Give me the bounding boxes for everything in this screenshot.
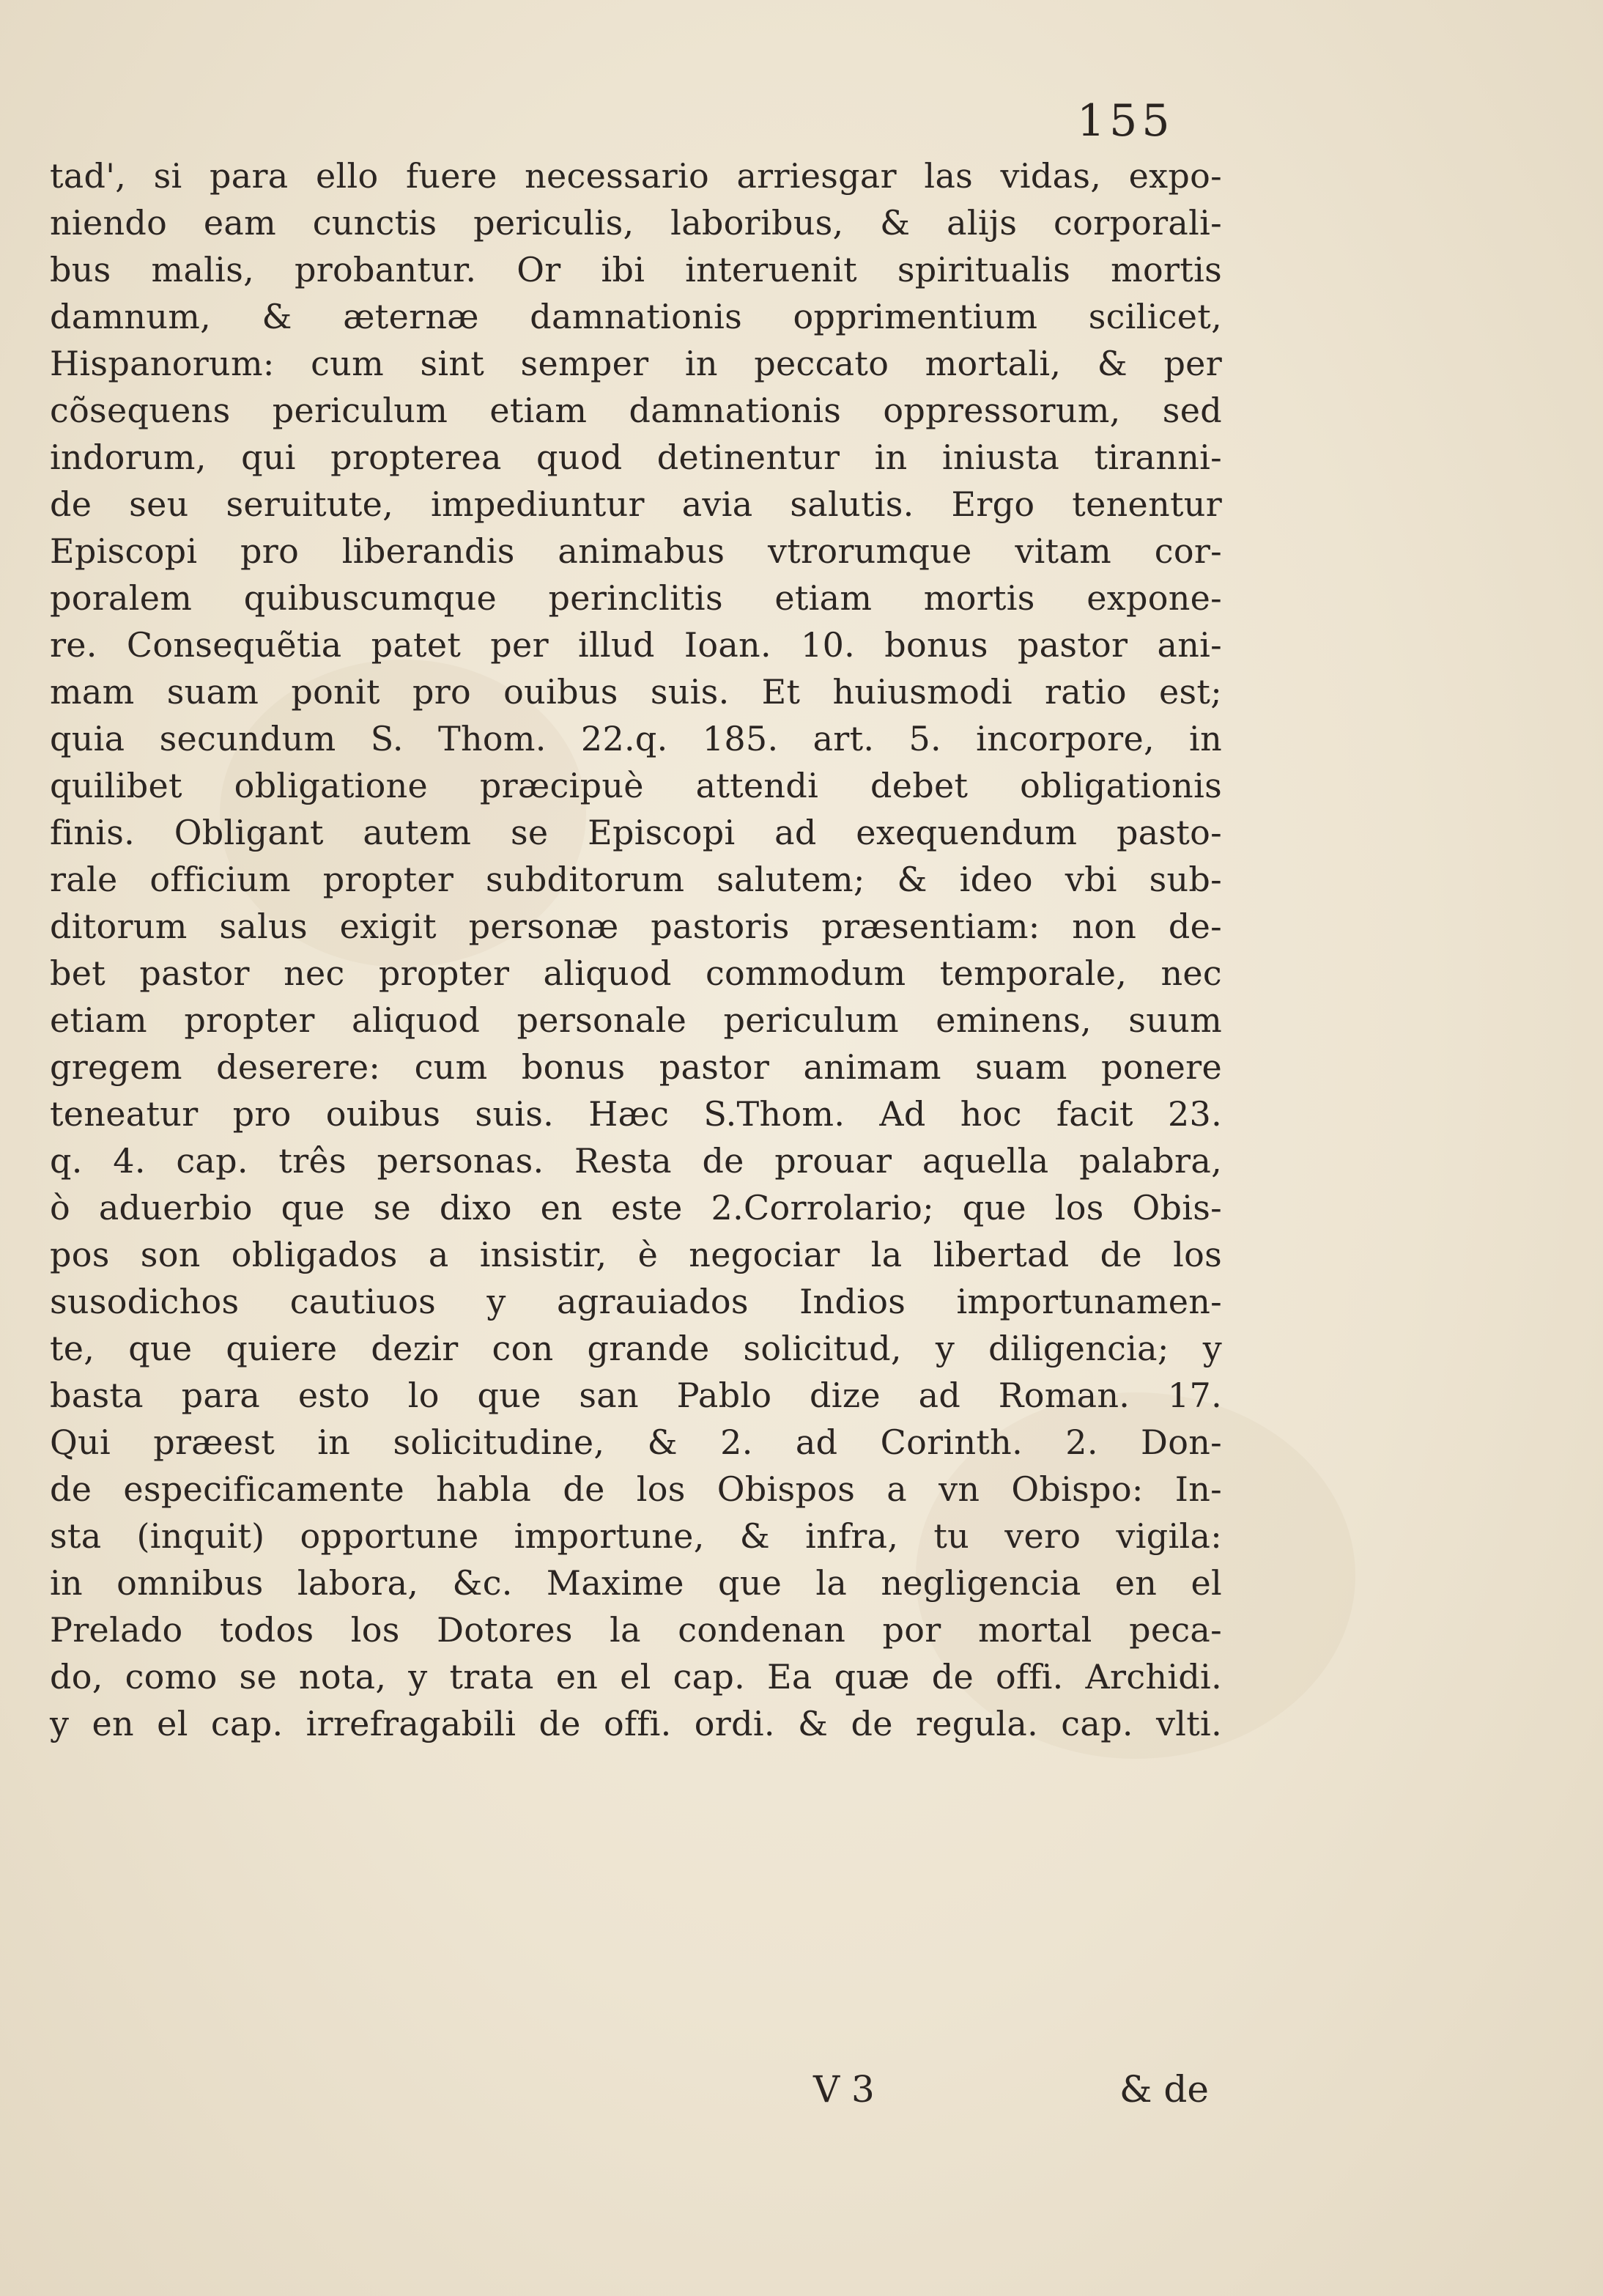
text-line: Episcopi pro liberandis animabus vtrorumque vitam cor- — [50, 531, 1222, 571]
text-line: indorum, qui propterea quod detinentur in iniusta tiranni- — [50, 438, 1222, 477]
text-line: ò aduerbio que se dixo en este 2.Corrolario; que los Obis- — [50, 1188, 1222, 1228]
catchword: & de — [1119, 2068, 1209, 2111]
text-line: teneatur pro ouibus suis. Hæc S.Thom. Ad hoc facit 23. — [50, 1094, 1222, 1134]
text-line: in omnibus labora, &c. Maxime que la negligencia en el — [50, 1563, 1222, 1603]
text-line: bus malis, probantur. Or ibi interuenit spiritualis mortis — [50, 250, 1222, 289]
text-line: bet pastor nec propter aliquod commodum temporale, nec — [50, 953, 1222, 993]
text-line: de seu seruitute, impediuntur avia salutis. Ergo tenentur — [50, 484, 1222, 524]
text-line: q. 4. cap. três personas. Resta de prouar aquella palabra, — [50, 1141, 1222, 1181]
text-line: rale officium propter subditorum salutem; & ideo vbi sub- — [50, 860, 1222, 899]
text-line: Qui præest in solicitudine, & 2. ad Corinth. 2. Don- — [50, 1422, 1222, 1462]
text-line: etiam propter aliquod personale periculum eminens, suum — [50, 1000, 1222, 1040]
text-line: tad', si para ello fuere necessario arriesgar las vidas, expo- — [50, 156, 1222, 196]
text-line: niendo eam cunctis periculis, laboribus, & alijs corporali- — [50, 203, 1222, 243]
text-line: re. Consequẽtia patet per illud Ioan. 10. bonus pastor ani- — [50, 625, 1222, 665]
text-line: basta para esto lo que san Pablo dize ad Roman. 17. — [50, 1376, 1222, 1415]
text-line: gregem deserere: cum bonus pastor animam suam ponere — [50, 1047, 1222, 1087]
text-line: do, como se nota, y trata en el cap. Ea quæ de offi. Archidi. — [50, 1657, 1222, 1697]
text-line: te, que quiere dezir con grande solicitud, y diligencia; y — [50, 1329, 1222, 1368]
text-line: Hispanorum: cum sint semper in peccato mortali, & per — [50, 344, 1222, 383]
text-line: poralem quibuscumque perinclitis etiam mortis expone- — [50, 578, 1222, 618]
text-line: damnum, & æternæ damnationis opprimentium scilicet, — [50, 297, 1222, 336]
text-line: de especificamente habla de los Obispos a vn Obispo: In- — [50, 1469, 1222, 1509]
text-line: y en el cap. irrefragabili de offi. ordi. & de regula. cap. vlti. — [50, 1704, 1222, 1743]
signature-mark: V 3 — [813, 2068, 875, 2111]
text-line: sta (inquit) opportune importune, & infra, tu vero vigila: — [50, 1516, 1222, 1556]
text-line: pos son obligados a insistir, è negociar la libertad de los — [50, 1235, 1222, 1274]
text-line: Prelado todos los Dotores la condenan por mortal peca- — [50, 1610, 1222, 1650]
text-line: quilibet obligatione præcipuè attendi debet obligationis — [50, 766, 1222, 805]
text-line: finis. Obligant autem se Episcopi ad exequendum pasto- — [50, 813, 1222, 852]
text-line: mam suam ponit pro ouibus suis. Et huiusmodi ratio est; — [50, 672, 1222, 712]
text-line: cõsequens periculum etiam damnationis oppressorum, sed — [50, 391, 1222, 430]
text-line: quia secundum S. Thom. 22.q. 185. art. 5. incorpore, in — [50, 719, 1222, 758]
page-number: 155 — [1077, 95, 1174, 147]
body-text — [50, 152, 1222, 1747]
page-footer — [813, 2068, 1209, 2119]
text-line: susodichos cautiuos y agrauiados Indios importunamen- — [50, 1282, 1222, 1321]
text-line: ditorum salus exigit personæ pastoris præsentiam: non de- — [50, 907, 1222, 946]
